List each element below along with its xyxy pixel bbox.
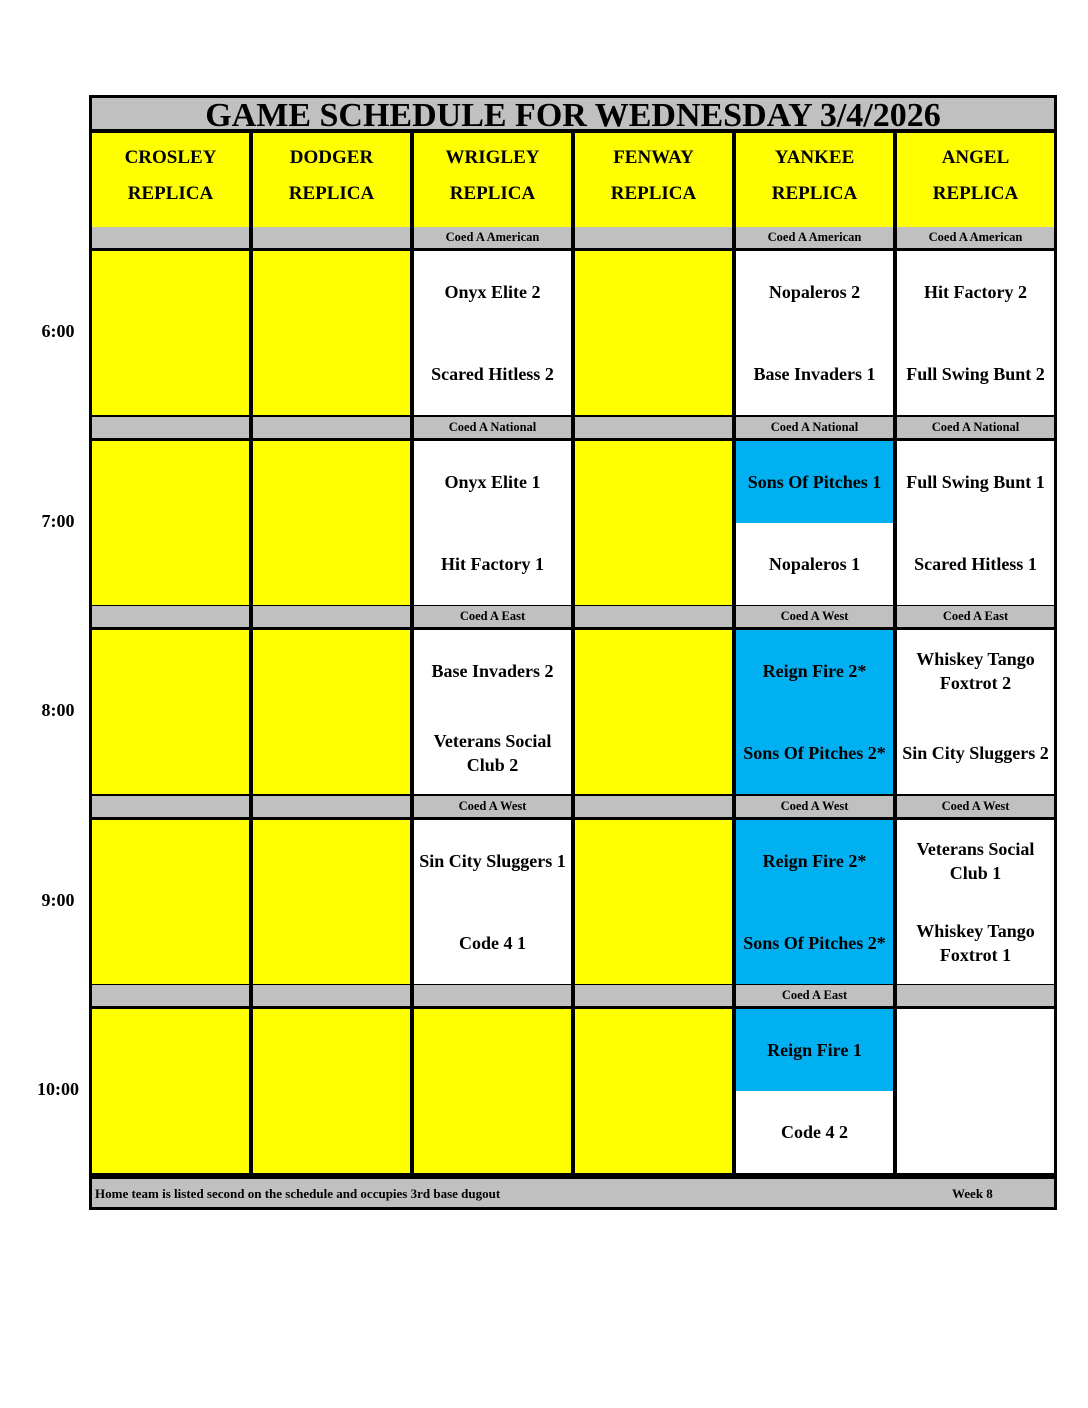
field-header	[253, 133, 410, 227]
division-label	[253, 227, 410, 248]
game-cell	[414, 441, 571, 605]
division-label	[92, 985, 249, 1006]
away-team: Base Invaders 2	[414, 630, 571, 712]
empty-slot	[92, 251, 249, 415]
division-label: Coed A National	[414, 417, 571, 438]
game-cell	[736, 441, 893, 605]
game-cell	[414, 251, 571, 415]
time-label: 10:00	[37, 1079, 79, 1099]
game-cell	[897, 441, 1054, 605]
away-team: Whiskey Tango Foxtrot 2	[897, 630, 1054, 712]
home-team: Base Invaders 1	[736, 333, 893, 415]
empty-slot	[414, 1009, 571, 1173]
away-team: Veterans Social Club 1	[897, 820, 1054, 902]
field-subtitle: REPLICA	[932, 183, 1019, 204]
home-team: Full Swing Bunt 2	[897, 333, 1054, 415]
division-label: Coed A American	[736, 227, 893, 248]
time-label: 7:00	[41, 511, 75, 531]
empty-slot	[253, 630, 410, 794]
field-subtitle: REPLICA	[127, 183, 214, 204]
empty-slot	[575, 820, 732, 984]
time-label: 8:00	[41, 700, 75, 720]
time-label: 9:00	[41, 890, 75, 910]
away-team: Nopaleros 2	[736, 251, 893, 333]
division-label	[253, 796, 410, 817]
empty-slot	[92, 1009, 249, 1173]
home-team: Whiskey Tango Foxtrot 1	[897, 902, 1054, 984]
away-team: Reign Fire 2*	[736, 820, 893, 902]
away-team: Sons Of Pitches 1	[736, 441, 893, 523]
division-label: Coed A West	[414, 796, 571, 817]
field-subtitle: REPLICA	[771, 183, 858, 204]
division-label	[253, 985, 410, 1006]
empty-slot	[575, 630, 732, 794]
game-cell	[736, 251, 893, 415]
time-label: 6:00	[41, 321, 75, 341]
footer-bar	[92, 1179, 1054, 1207]
empty-slot	[92, 630, 249, 794]
empty-slot	[253, 251, 410, 415]
division-label	[575, 417, 732, 438]
division-label	[575, 606, 732, 627]
field-header	[736, 133, 893, 227]
game-cell	[897, 251, 1054, 415]
home-team: Code 4 2	[736, 1091, 893, 1173]
field-header	[414, 133, 571, 227]
home-team: Veterans Social Club 2	[414, 712, 571, 794]
division-label: Coed A American	[414, 227, 571, 248]
division-label: Coed A National	[736, 417, 893, 438]
division-label: Coed A West	[897, 796, 1054, 817]
division-label	[253, 417, 410, 438]
field-subtitle: REPLICA	[449, 183, 536, 204]
home-team: Sons Of Pitches 2*	[736, 902, 893, 984]
field-header	[92, 133, 249, 227]
week-label: Week 8	[952, 1186, 993, 1201]
empty-slot	[92, 441, 249, 605]
division-label	[575, 227, 732, 248]
division-label: Coed A East	[897, 606, 1054, 627]
home-team	[897, 1091, 1054, 1173]
empty-slot	[575, 1009, 732, 1173]
away-team: Hit Factory 2	[897, 251, 1054, 333]
field-header	[575, 133, 732, 227]
field-name: CROSLEY	[124, 147, 217, 168]
empty-slot	[92, 820, 249, 984]
schedule-table	[89, 95, 1057, 1210]
away-team: Reign Fire 2*	[736, 630, 893, 712]
division-label: Coed A West	[736, 606, 893, 627]
field-subtitle: REPLICA	[610, 183, 697, 204]
footer-note: Home team is listed second on the schedule and occupies 3rd base dugout	[95, 1186, 501, 1201]
away-team: Full Swing Bunt 1	[897, 441, 1054, 523]
away-team: Reign Fire 1	[736, 1009, 893, 1091]
home-team: Scared Hitless 1	[897, 523, 1054, 605]
field-name: WRIGLEY	[445, 147, 540, 168]
home-team: Hit Factory 1	[414, 523, 571, 605]
home-team: Nopaleros 1	[736, 523, 893, 605]
division-label	[414, 985, 571, 1006]
division-label	[92, 227, 249, 248]
division-label	[575, 796, 732, 817]
field-name: YANKEE	[774, 147, 855, 168]
division-label: Coed A East	[736, 985, 893, 1006]
game-cell	[897, 630, 1054, 794]
field-header	[897, 133, 1054, 227]
division-label	[92, 417, 249, 438]
division-label	[253, 606, 410, 627]
field-name: DODGER	[289, 147, 374, 168]
empty-slot	[253, 441, 410, 605]
game-cell	[736, 630, 893, 794]
empty-slot	[575, 251, 732, 415]
empty-slot	[575, 441, 732, 605]
field-subtitle: REPLICA	[288, 183, 375, 204]
empty-slot	[253, 1009, 410, 1173]
game-cell	[897, 820, 1054, 984]
schedule-title: GAME SCHEDULE FOR WEDNESDAY 3/4/2026	[92, 98, 1054, 131]
division-label	[92, 606, 249, 627]
away-team	[897, 1009, 1054, 1091]
game-cell	[414, 630, 571, 794]
division-label	[575, 985, 732, 1006]
home-team: Scared Hitless 2	[414, 333, 571, 415]
away-team: Onyx Elite 1	[414, 441, 571, 523]
home-team: Code 4 1	[414, 902, 571, 984]
division-label: Coed A National	[897, 417, 1054, 438]
division-label	[92, 796, 249, 817]
division-label: Coed A West	[736, 796, 893, 817]
field-name: FENWAY	[613, 147, 694, 168]
away-team: Onyx Elite 2	[414, 251, 571, 333]
division-label: Coed A American	[897, 227, 1054, 248]
division-label: Coed A East	[414, 606, 571, 627]
away-team: Sin City Sluggers 1	[414, 820, 571, 902]
game-cell	[736, 820, 893, 984]
division-label	[897, 985, 1054, 1006]
game-cell	[414, 820, 571, 984]
field-name: ANGEL	[941, 147, 1010, 168]
empty-slot	[253, 820, 410, 984]
game-cell	[736, 1009, 893, 1173]
game-cell	[897, 1009, 1054, 1173]
home-team: Sin City Sluggers 2	[897, 712, 1054, 794]
home-team: Sons Of Pitches 2*	[736, 712, 893, 794]
